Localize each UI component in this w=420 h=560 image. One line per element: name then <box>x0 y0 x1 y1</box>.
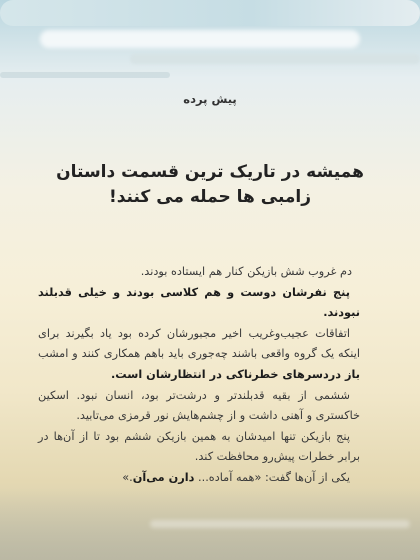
paragraph-6 <box>38 468 360 489</box>
paragraph-5: پنج بازیکن تنها امیدشان به همین بازیکن ششم بود تا از آن‌ها در برابر خطرات پیش‌رو محافظت کند. <box>38 429 360 464</box>
paragraph-1: دم غروب شش بازیکن کنار هم ایستاده بودند. <box>140 265 352 278</box>
chapter-headline <box>0 160 420 210</box>
paragraph-4: ششمی از بقیه قدبلندتر و درشت‌تر بود، انسان نبود. اسکین خاکستری و آهنی داشت و از چشم‌هایش نور قرمزی می‌تابید. <box>38 388 360 423</box>
story-body <box>38 262 360 489</box>
paragraph-3 <box>38 324 360 386</box>
paragraph-6-text: یکی از آن‌ها گفت: «همه آماده... <box>194 470 350 484</box>
paragraph-6-bold: دارن می‌آن <box>132 470 195 484</box>
prologue-heading: پیش پرده <box>183 92 237 106</box>
paragraph-2-bold: پنج نفرشان دوست و هم کلاسی بودند و خیلی قدبلند نبودند. <box>38 285 360 320</box>
paragraph-3-text: اتفاقات عجیب‌وغریب اخیر مجبورشان کرده بود یاد بگیرند برای اینکه یک گروه واقعی باشند چه‌جوری باید باهم همکاری کنند و امشب <box>38 326 360 361</box>
paragraph-2 <box>38 283 360 324</box>
headline-line-1: همیشه در تاریک ترین قسمت داستان <box>56 162 364 182</box>
headline-line-2: زامبی ها حمله می کنند! <box>108 187 312 207</box>
paragraph-6-end: .» <box>122 470 133 484</box>
paragraph-3-bold: باز دردسرهای خطرناکی در انتظارشان است. <box>111 367 360 381</box>
